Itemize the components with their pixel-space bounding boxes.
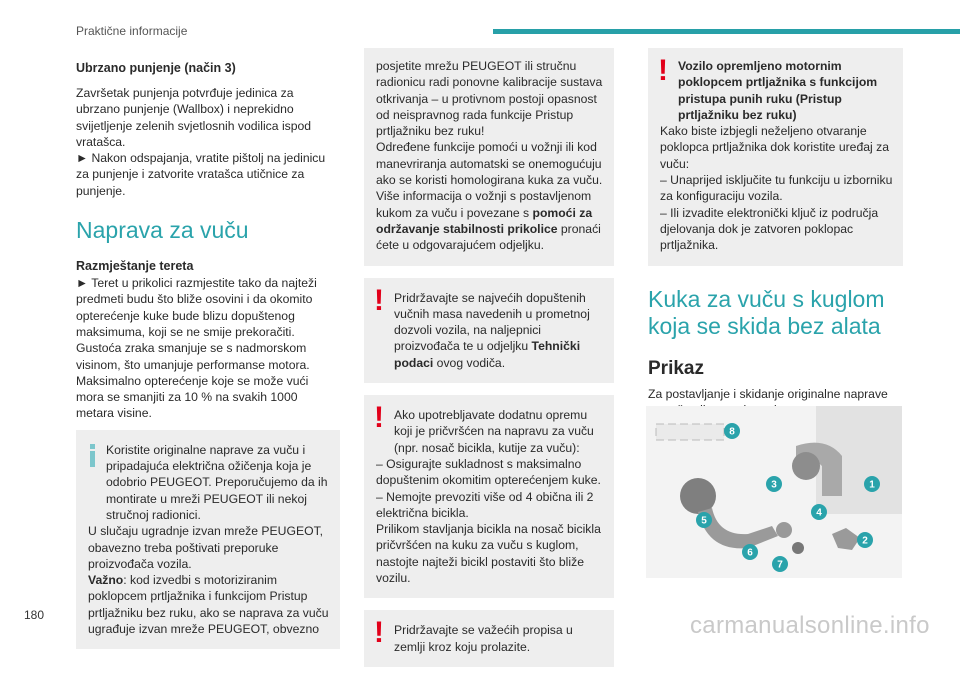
warning-hands-free-title: Vozilo opremljeno motornim poklopcem prtljažnika s funkcijom pristupa punih ruku (Pristup prtljažniku bez ruku): [678, 59, 878, 122]
header-title: Praktične informacije: [76, 24, 188, 38]
callout-layer: [646, 406, 902, 578]
warning-box-regulations: [364, 610, 614, 667]
info-continued-text-3: Više informacija o vožnji s postavljenom kukom za vuču i povezane s pomoći za održavanje stabilnosti prikolice pronaći ćete u odgovarajućem odjeljku.: [376, 189, 601, 253]
warning-icon: !: [658, 54, 668, 87]
info-continued-text-2: Određene funkcije pomoći u vožnji ili kod manevriranja automatski se onemogućuju ako se koristi homologirana kuka za vuču.: [376, 140, 603, 188]
column-1: [76, 56, 338, 661]
warning-icon: !: [374, 401, 384, 435]
warning-accessories-item-1: – Osigurajte sukladnost s maksimalno dopuštenim okomitim opterećenjem kuke.: [376, 456, 601, 488]
warning-hands-free-text-3: – Ili izvadite elektronički ključ iz područja djelovanja dok je zatvoren poklopac prtljažnika.: [660, 205, 879, 253]
warning-accessories-bicycle: Prilikom stavljanja bicikla na nosač bicikla pričvršćen na kuku za vuču s kuglom, nastojte najteži bicikl postaviti što bliže vozilu.: [376, 522, 601, 586]
warning-hands-free-text-2: – Unaprijed isključite tu funkciju u izborniku za konfiguraciju vozila.: [660, 173, 893, 204]
info-text-3: [88, 572, 330, 637]
info-icon: [88, 444, 104, 468]
callout-label: 5: [701, 515, 707, 527]
warning-box-max-mass: [364, 278, 614, 383]
info-continued-text-1: posjetite mrežu PEUGEOT ili stručnu radionicu radi ponovne kalibracije sustava otkrivanja – u protivnom postoji opasnost od neispravnog rada funkcije Pristup prtljažniku bez ruku!: [376, 59, 603, 139]
page-number: 180: [24, 608, 45, 622]
warning-icon: !: [374, 283, 384, 317]
heading-fast-charging: Ubrzano punjenje (način 3): [76, 61, 236, 75]
heading-overview: Prikaz: [648, 357, 704, 379]
paragraph-load-distribution: ► Teret u prikolici razmjestite tako da najteži predmeti budu što bliže osovini i da okomito opterećenje kuke bude blizu dopuštenog maksimuma, koji se ne smije prekoračiti.: [76, 276, 317, 339]
paragraph-fast-charging: Završetak punjenja potvrđuje jedinica za ubrzano punjenje (Wallbox) i neprekidno svijetljenje zelenih svjetlosnih vodilica ispod vratašca.: [76, 86, 312, 149]
column-3: [648, 48, 903, 418]
watermark-text: carmanualsonline.info: [690, 612, 930, 639]
callout-label: 2: [862, 535, 868, 547]
info-important-label: Važno: [88, 573, 124, 588]
paragraph-overview: Za postavljanje i skidanje originalne naprave: [648, 386, 888, 401]
callout-label: 3: [771, 479, 777, 491]
warning-hands-free-text-1: Kako biste izbjegli neželjeno otvaranje poklopca prtljažnika dok koristite uređaj za vuču:: [660, 124, 889, 171]
warning-icon: !: [374, 616, 384, 650]
info-box-original-towbar: [76, 430, 340, 650]
heading-load-distribution: Razmještanje tereta: [76, 259, 194, 274]
warning-box-hands-free: [648, 48, 903, 266]
heading-tow-device: Naprava za vuču: [76, 217, 249, 244]
callout-label: 8: [729, 426, 735, 438]
info-box-continued: [364, 48, 614, 266]
info-text-2: U slučaju ugradnje izvan mreže PEUGEOT, obavezno treba poštivati preporuke proizvođača vozila.: [88, 524, 324, 571]
callout-label: 1: [869, 479, 875, 491]
callout-label: 6: [747, 547, 753, 559]
header-accent-bar: [493, 29, 960, 34]
paragraph-air-density: Gustoća zraka smanjuje se s nadmorskom visinom, što umanjuje performanse motora. Maksimalno opterećenje koje se može vući mora se smanjiti za 10 % na svakih 1000 metara visine.: [76, 341, 310, 421]
column-2: [364, 48, 614, 679]
info-important-text: : kod izvedbi s motoriziranim poklopcem prtljažnika i funkcijom Pristup prtljažniku bez ruku, ako se naprava za vuču ugrađuje izvan mreže PEUGEOT, obvezno: [88, 573, 329, 637]
heading-removable-towball: Kuka za vuču s kuglom koja se skida bez alata: [648, 285, 885, 339]
warning-max-mass-text: Pridržavajte se najvećih dopuštenih vučnih masa navedenih u prometnoj dozvoli vozila, na naljepnici proizvođača te u odjeljku Tehnički podaci ovog vodiča.: [394, 290, 590, 370]
warning-accessories-text: Ako upotrebljavate dodatnu opremu koji je pričvršćen na napravu za vuču (npr. nosač bicikla, kutije za vuču):: [394, 408, 594, 455]
callout-label: 7: [777, 559, 783, 571]
callout-label: 4: [816, 507, 822, 519]
warning-accessories-item-2: – Nemojte prevoziti više od 4 obična ili 2 električna bicikla.: [376, 489, 594, 520]
warning-regulations-text: Pridržavajte se važećih propisa u zemlji kroz koju prolazite.: [394, 623, 573, 654]
paragraph-fast-charging-step: ► Nakon odspajanja, vratite pištolj na jedinicu za punjenje i zatvorite vratašca utičnice za punjenje.: [76, 151, 326, 198]
info-text-1: Koristite originalne naprave za vuču i pripadajuća električna ožičenja koja je odobrio PEUGEOT. Preporučujemo da ih montirate u mreži PEUGEOT ili nekoj stručnoj radionici.: [106, 442, 328, 522]
warning-box-accessories: [364, 395, 614, 598]
